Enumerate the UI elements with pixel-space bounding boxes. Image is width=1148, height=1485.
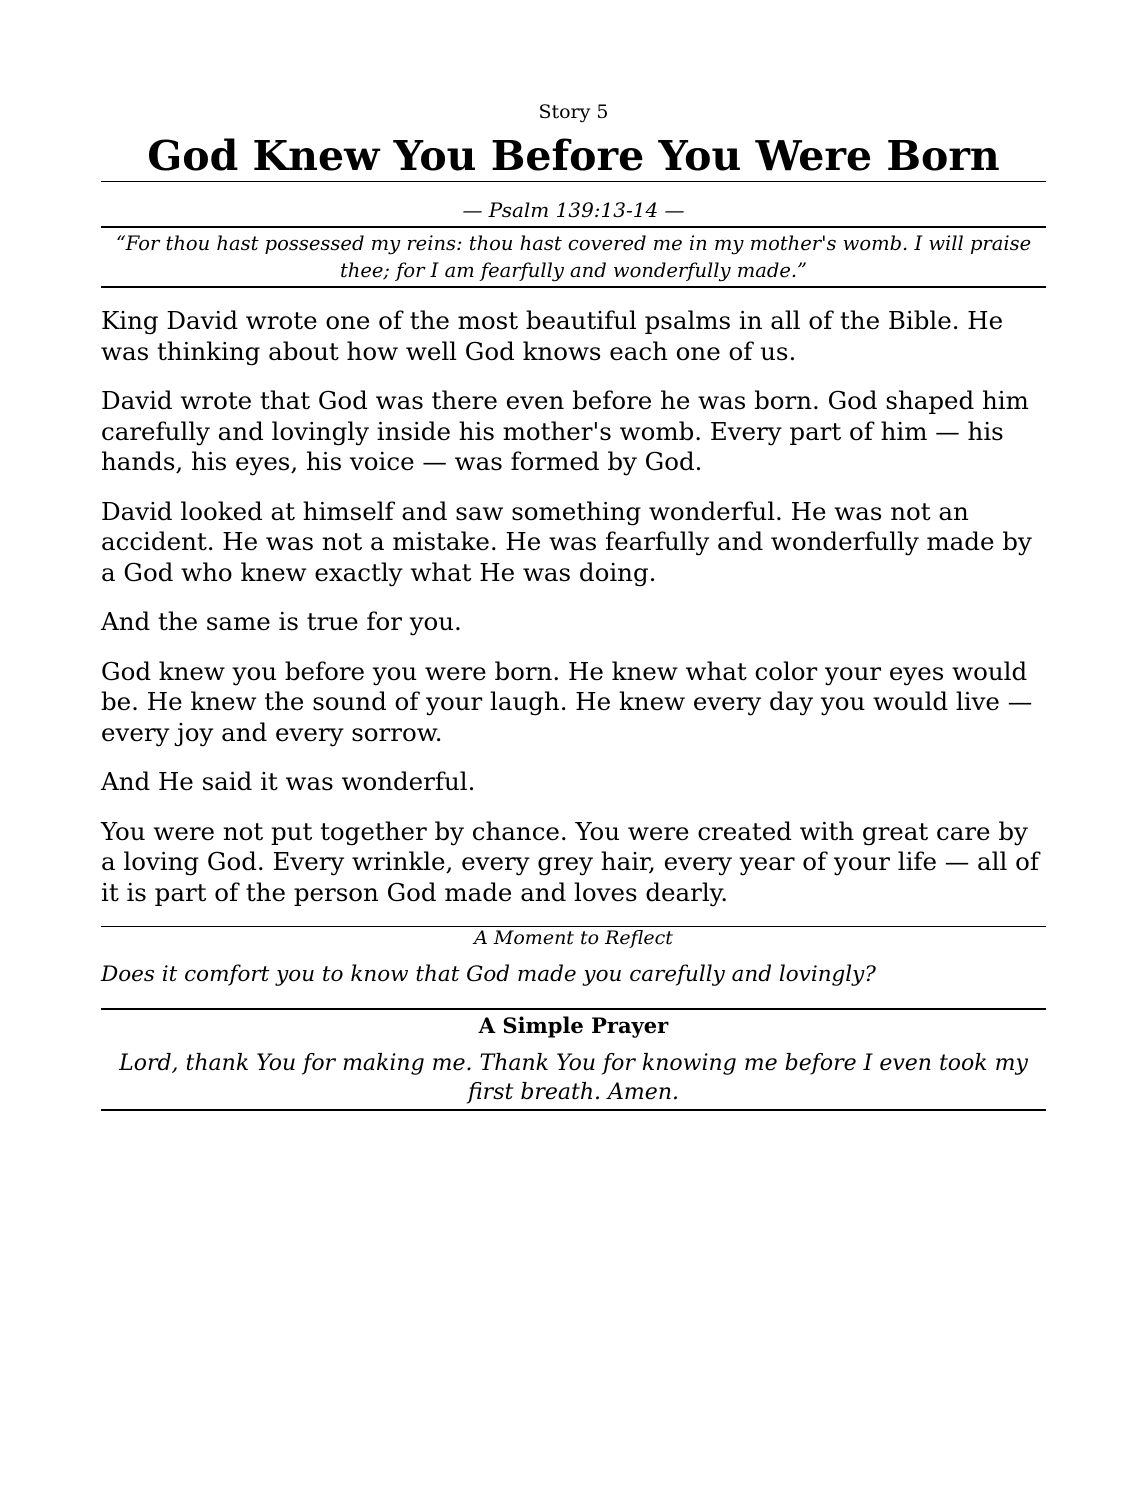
title-divider [101, 181, 1046, 182]
scripture-verse: “For thou hast possessed my reins: thou hast covered me in my mother's womb. I will praise thee; for I am fearfully and wonderfully made.” [115, 232, 1032, 282]
body-paragraph: And the same is true for you. [101, 607, 462, 636]
body-paragraph: And He said it was wonderful. [101, 767, 476, 796]
reflect-label: A Moment to Reflect [474, 927, 673, 949]
prayer-bottom-divider [101, 1109, 1046, 1111]
story-body [101, 306, 1046, 927]
verse-top-divider [101, 226, 1046, 228]
prayer-heading: A Simple Prayer [478, 1013, 669, 1038]
scripture-reference: — Psalm 139:13-14 — [462, 198, 685, 222]
reflect-question: Does it comfort you to know that God made you carefully and lovingly? [101, 962, 876, 987]
body-paragraph: King David wrote one of the most beautiful psalms in all of the Bible. He was thinking about how well God knows each one of us. [101, 306, 1004, 366]
prayer-top-divider [101, 1008, 1046, 1010]
story-number: Story 5 [538, 101, 609, 123]
verse-bottom-divider [101, 286, 1046, 288]
prayer-text: Lord, thank You for making me. Thank You for knowing me before I even took my first breath. Amen. [119, 1051, 1028, 1105]
body-paragraph: David looked at himself and saw something wonderful. He was not an accident. He was not a mistake. He was fearfully and wonderfully made by a God who knew exactly what He was doing. [101, 496, 1032, 587]
body-paragraph: You were not put together by chance. You were created with great care by a loving God. Every wrinkle, every grey hair, every year of your life — all of it is part of the person God made and loves dearly. [101, 816, 1039, 907]
body-paragraph: God knew you before you were born. He knew what color your eyes would be. He knew the sound of your laugh. He knew every day you would live — every joy and every sorrow. [101, 656, 1033, 747]
body-paragraph: David wrote that God was there even before he was born. God shaped him carefully and lovingly inside his mother's womb. Every part of him — his hands, his eyes, his voice — was formed by God. [101, 386, 1029, 476]
story-title: God Knew You Before You Were Born [147, 132, 1000, 180]
